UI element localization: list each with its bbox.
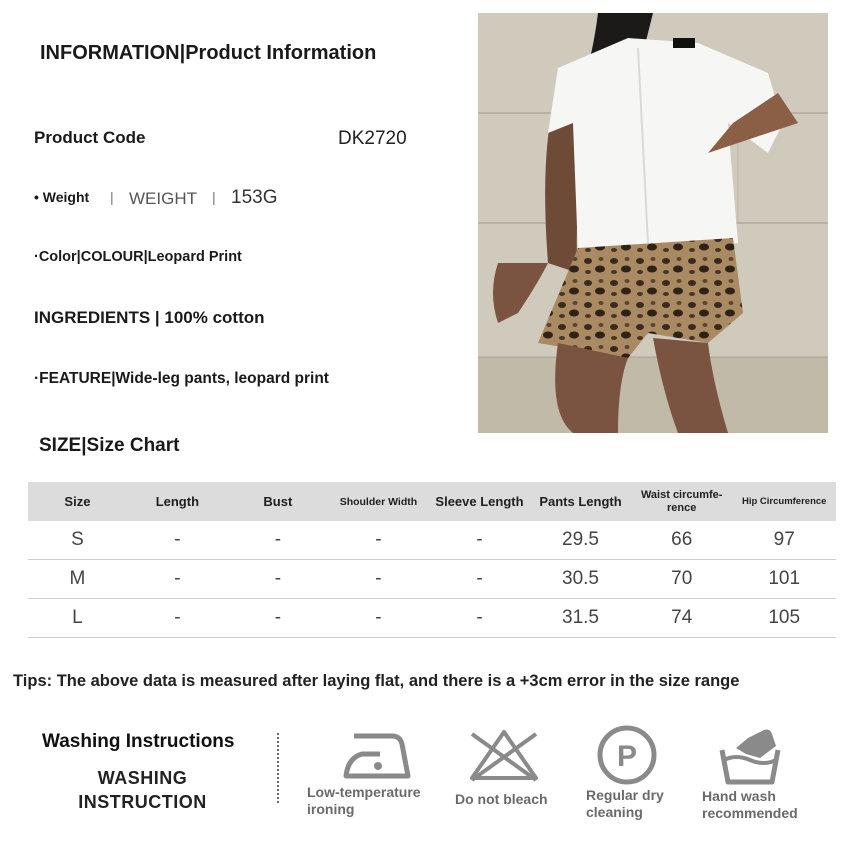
table-cell: - [328, 560, 429, 599]
table-cell: 66 [631, 521, 732, 560]
table-cell: M [28, 560, 127, 599]
table-row [28, 560, 836, 599]
info-title: INFORMATION|Product Information [40, 42, 377, 64]
table-cell: - [228, 560, 328, 599]
table-row [28, 599, 836, 638]
header-sleeve-length: Sleeve Length [429, 482, 530, 521]
divider [277, 733, 279, 803]
weight-value: 153G [231, 187, 278, 208]
size-chart-table [28, 482, 836, 638]
table-cell: - [127, 521, 228, 560]
table-cell: 74 [631, 599, 732, 638]
washing-subtitle-line1: WASHING [97, 768, 188, 788]
hand-wash-label: Hand wash recommended [702, 788, 798, 821]
header-waist: Waist circumfe-rence [631, 482, 732, 521]
header-size: Size [28, 482, 127, 521]
table-cell: 105 [732, 599, 836, 638]
dry-clean-icon [595, 724, 659, 788]
table-cell: 70 [631, 560, 732, 599]
table-cell: - [328, 521, 429, 560]
product-code-value: DK2720 [338, 128, 407, 149]
table-cell: 30.5 [530, 560, 631, 599]
feature-line: ·FEATURE|Wide-leg pants, leopard print [34, 370, 329, 387]
weight-separator: | [110, 189, 114, 205]
table-cell: - [328, 599, 429, 638]
table-cell: - [228, 521, 328, 560]
table-cell: - [127, 599, 228, 638]
table-cell: 101 [732, 560, 836, 599]
hand-wash-icon [716, 724, 784, 786]
table-cell: - [429, 560, 530, 599]
weight-separator: | [212, 189, 216, 205]
svg-text:P: P [616, 740, 638, 773]
product-photo [478, 13, 828, 433]
table-cell: 29.5 [530, 521, 631, 560]
table-cell: S [28, 521, 127, 560]
table-cell: 31.5 [530, 599, 631, 638]
product-code-label: Product Code [34, 128, 146, 147]
table-cell: - [127, 560, 228, 599]
header-pants-length: Pants Length [530, 482, 631, 521]
header-hip: Hip Circumference [732, 482, 836, 521]
washing-subtitle-line2: INSTRUCTION [78, 792, 207, 812]
table-cell: - [429, 521, 530, 560]
header-bust: Bust [228, 482, 328, 521]
washing-subtitle [60, 766, 225, 814]
weight-label: • Weight [34, 189, 90, 205]
ingredients-line: INGREDIENTS | 100% cotton [34, 308, 265, 327]
size-chart-title: SIZE|Size Chart [39, 435, 180, 456]
weight-label-2: WEIGHT [129, 189, 197, 208]
header-length: Length [127, 482, 228, 521]
bleach-label: Do not bleach [455, 791, 548, 807]
model-photo-illustration [478, 13, 828, 433]
table-row [28, 521, 836, 560]
table-cell: - [228, 599, 328, 638]
header-shoulder-width: Shoulder Width [328, 482, 429, 521]
color-line: ·Color|COLOUR|Leopard Print [34, 249, 242, 265]
table-cell: L [28, 599, 127, 638]
table-cell: 97 [732, 521, 836, 560]
do-not-bleach-icon [466, 728, 542, 784]
washing-title: Washing Instructions [42, 731, 235, 752]
size-chart-header-row [28, 482, 836, 521]
table-cell: - [429, 599, 530, 638]
tips-text: Tips: The above data is measured after laying flat, and there is a +3cm error in the size range [13, 672, 740, 690]
iron-label: Low-temperature ironing [307, 784, 421, 817]
dry-clean-label: Regular dry cleaning [586, 787, 664, 820]
low-temperature-iron-icon [340, 728, 416, 784]
